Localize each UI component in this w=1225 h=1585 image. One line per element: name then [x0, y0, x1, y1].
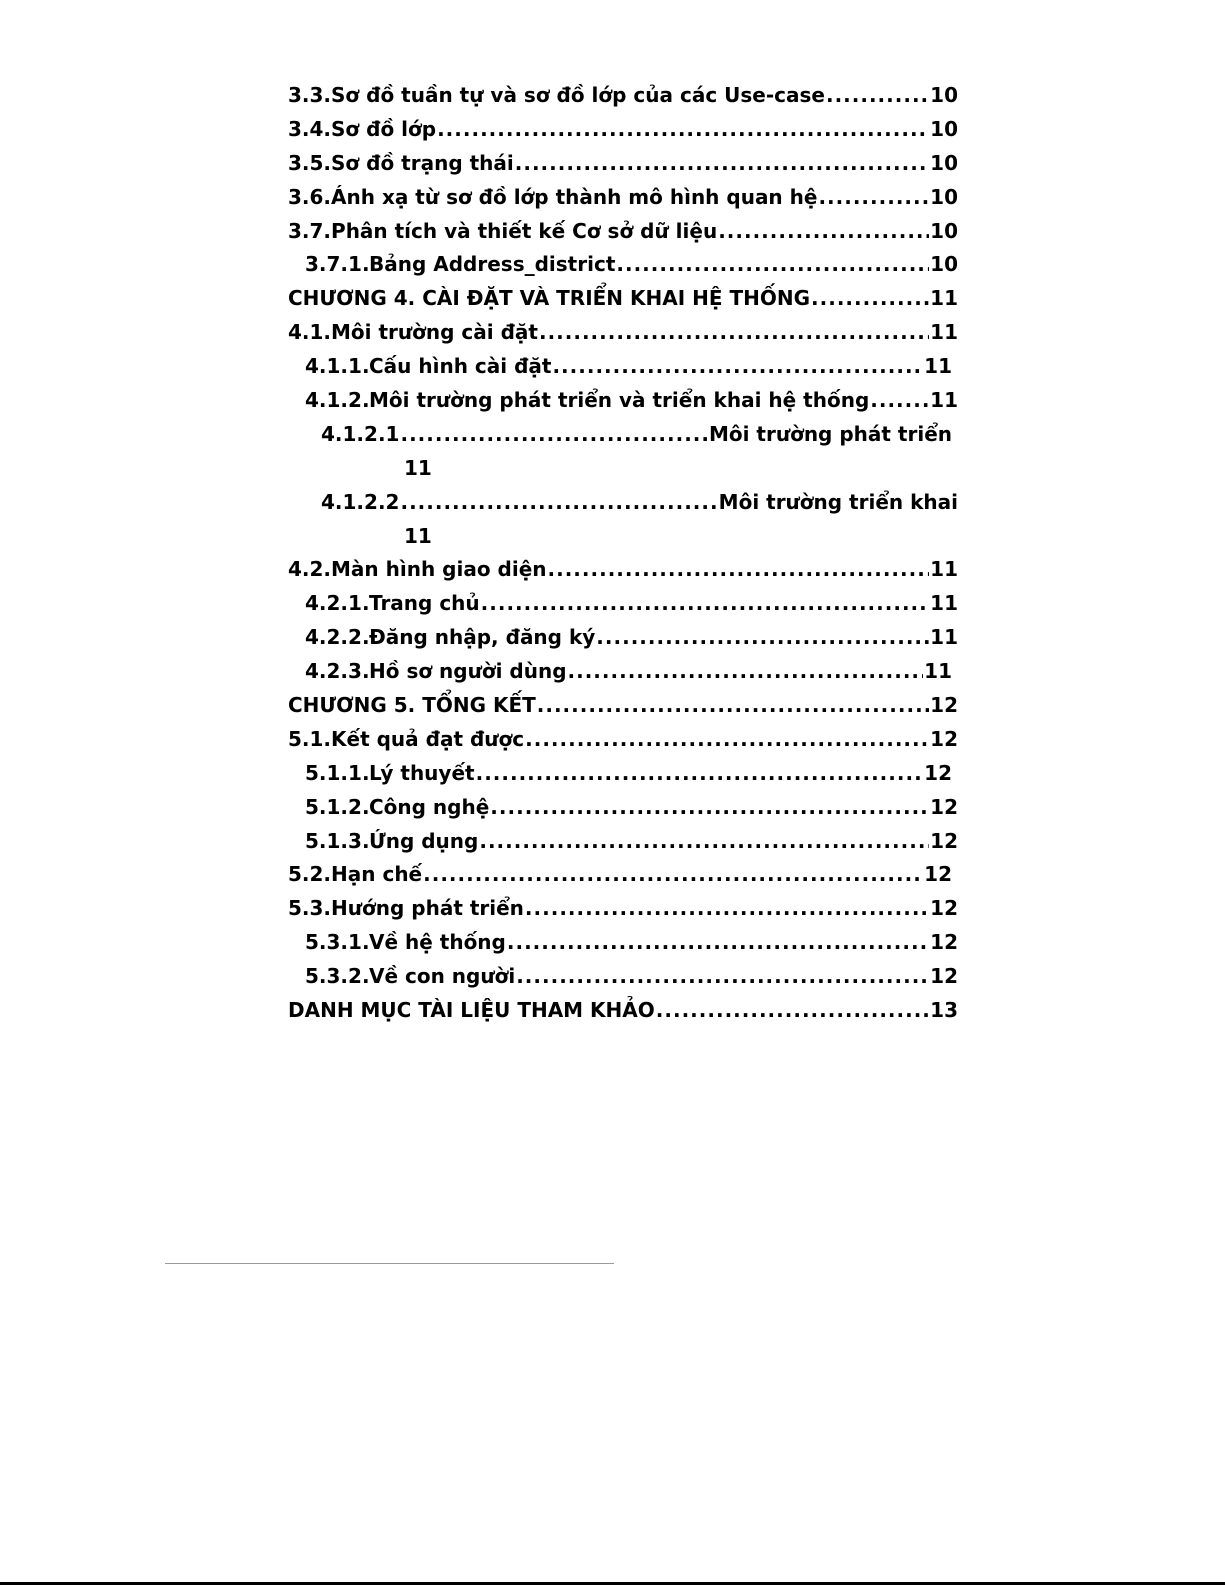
toc-entry-number: 5.3.2.: [305, 964, 370, 989]
dot-leader: [400, 490, 717, 514]
dot-leader: [423, 862, 923, 886]
toc-entry-title: Cấu hình cài đặt: [369, 354, 552, 379]
toc-entry-page: 10: [930, 83, 958, 107]
toc-entry-title: Môi trường cài đặt: [331, 320, 538, 345]
dot-leader: [481, 591, 930, 615]
toc-entry-4-1[interactable]: [288, 320, 958, 354]
toc-entry-page: 11: [404, 455, 432, 480]
toc-entry-title: Hướng phát triển: [331, 896, 524, 921]
dot-leader: [516, 964, 929, 988]
toc-references[interactable]: [288, 998, 958, 1032]
toc-entry-title: Màn hình giao diện: [331, 557, 547, 582]
toc-entry-number: 5.1.: [288, 726, 332, 751]
dot-leader: [437, 117, 929, 141]
toc-entry-5-3[interactable]: [288, 896, 958, 930]
dot-leader: [656, 998, 929, 1022]
toc-entry-5-1-3[interactable]: [288, 829, 958, 863]
toc-entry-page: 12: [924, 760, 952, 785]
toc-entry-page: 11: [924, 354, 952, 379]
table-of-contents: [288, 83, 958, 1032]
dot-leader: [870, 388, 929, 412]
toc-entry-page: 11: [930, 388, 958, 413]
toc-entry-title: Sơ đồ tuần tự và sơ đồ lớp của các Use-case: [331, 83, 825, 107]
toc-entry-4-2-2[interactable]: [288, 625, 958, 659]
dot-leader: [826, 83, 929, 107]
toc-entry-number: 3.6.: [288, 184, 332, 209]
toc-entry-title: Sơ đồ lớp: [331, 116, 437, 141]
toc-entry-page: 12: [930, 794, 958, 819]
toc-entry-number: 4.2.1.: [305, 591, 370, 616]
toc-entry-title: Trang chủ: [369, 591, 480, 616]
toc-entry-5-1[interactable]: [288, 727, 958, 761]
dot-leader: [507, 930, 929, 954]
dot-leader: [568, 659, 924, 683]
toc-entry-3-7-1[interactable]: [288, 252, 958, 286]
toc-entry-title: Môi trường phát triển và triển khai hệ thống: [369, 388, 870, 413]
dot-leader: [548, 557, 930, 581]
toc-entry-3-6[interactable]: [288, 185, 958, 219]
toc-entry-title: Về hệ thống: [369, 930, 506, 955]
toc-entry-page: 11: [404, 523, 432, 548]
toc-entry-page: 12: [930, 930, 958, 955]
toc-entry-5-3-1[interactable]: [288, 930, 958, 964]
toc-entry-page: 12: [930, 726, 958, 751]
toc-entry-number: 5.3.1.: [305, 930, 370, 955]
toc-entry-number: 4.2.2.: [305, 625, 370, 650]
toc-entry-4-1-2-1-page-line: [288, 456, 958, 490]
dot-leader: [818, 185, 929, 209]
toc-entry-page: 10: [930, 252, 958, 277]
dot-leader: [400, 422, 707, 446]
dot-leader: [525, 896, 929, 920]
toc-entry-3-7[interactable]: [288, 219, 958, 253]
toc-entry-title: Hồ sơ người dùng: [369, 659, 567, 684]
toc-entry-title: Sơ đồ trạng thái: [331, 150, 514, 175]
toc-chapter-4[interactable]: [288, 286, 958, 320]
toc-entry-4-2-3[interactable]: [288, 659, 958, 693]
toc-entry-page: 12: [930, 828, 958, 853]
toc-entry-number: 4.1.2.: [305, 388, 370, 413]
toc-entry-title: Công nghệ: [369, 794, 490, 819]
toc-chapter-title: CHƯƠNG 5. TỔNG KẾT: [288, 693, 536, 718]
toc-entry-number: 5.1.3.: [305, 828, 370, 853]
dot-leader: [479, 829, 929, 853]
toc-entry-page: 11: [930, 625, 958, 650]
toc-entry-number: 4.1.1.: [305, 354, 370, 379]
toc-entry-number: 5.1.2.: [305, 794, 370, 819]
toc-entry-page: 11: [930, 320, 958, 345]
toc-entry-3-5[interactable]: [288, 151, 958, 185]
toc-entry-number: 5.2.: [288, 862, 332, 887]
toc-chapter-title: DANH MỤC TÀI LIỆU THAM KHẢO: [288, 998, 655, 1023]
toc-entry-page: 11: [924, 659, 952, 684]
dot-leader: [718, 219, 929, 243]
toc-entry-4-2[interactable]: [288, 557, 958, 591]
toc-entry-3-4[interactable]: [288, 117, 958, 151]
toc-entry-4-1-2-2[interactable]: [288, 490, 958, 524]
dot-leader: [490, 795, 929, 819]
toc-entry-number: 3.7.: [288, 218, 332, 243]
toc-entry-title: Môi trường phát triển: [708, 421, 952, 446]
toc-entry-number: 5.3.: [288, 896, 332, 921]
toc-entry-number: 3.4.: [288, 116, 332, 141]
toc-entry-page: 10: [930, 116, 958, 141]
toc-entry-title: Phân tích và thiết kế Cơ sở dữ liệu: [331, 218, 718, 243]
toc-entry-page: 12: [930, 693, 958, 718]
dot-leader: [515, 151, 929, 175]
toc-entry-page: 10: [930, 150, 958, 175]
toc-entry-4-1-2-1[interactable]: [288, 422, 958, 456]
dot-leader: [537, 693, 929, 717]
toc-entry-number: 3.3.: [288, 83, 332, 107]
toc-entry-page: 10: [930, 218, 958, 243]
toc-entry-page: 12: [930, 964, 958, 989]
toc-entry-4-1-2-2-page-line: [288, 524, 958, 558]
toc-entry-5-1-2[interactable]: [288, 795, 958, 829]
toc-entry-page: 13: [930, 998, 958, 1023]
toc-entry-title: Môi trường triển khai: [718, 489, 958, 514]
toc-entry-page: 11: [930, 557, 958, 582]
toc-entry-5-2[interactable]: [288, 862, 958, 896]
toc-entry-number: 3.5.: [288, 150, 332, 175]
toc-entry-number: 4.1.2.2: [321, 489, 400, 514]
toc-entry-page: 10: [930, 184, 958, 209]
toc-entry-page: 11: [930, 591, 958, 616]
toc-chapter-title: CHƯƠNG 4. CÀI ĐẶT VÀ TRIỂN KHAI HỆ THỐNG: [288, 286, 811, 311]
toc-entry-page: 12: [924, 862, 952, 887]
toc-entry-title: Đăng nhập, đăng ký: [369, 625, 596, 650]
toc-entry-page: 11: [930, 286, 958, 311]
toc-entry-page: 12: [930, 896, 958, 921]
toc-entry-number: 4.1.: [288, 320, 332, 345]
toc-entry-5-1-1[interactable]: [288, 761, 958, 795]
toc-entry-title: Hạn chế: [331, 862, 423, 887]
dot-leader: [552, 354, 923, 378]
dot-leader: [476, 761, 924, 785]
dot-leader: [525, 727, 929, 751]
toc-entry-title: Bảng Address_district: [369, 252, 616, 277]
toc-chapter-5[interactable]: [288, 693, 958, 727]
toc-entry-3-3[interactable]: [288, 83, 958, 117]
dot-leader: [596, 625, 929, 649]
toc-entry-5-3-2[interactable]: [288, 964, 958, 998]
toc-entry-title: Lý thuyết: [369, 760, 475, 785]
dot-leader: [616, 252, 929, 276]
toc-entry-title: Ứng dụng: [369, 828, 479, 853]
toc-entry-title: Kết quả đạt được: [331, 726, 525, 751]
toc-entry-4-2-1[interactable]: [288, 591, 958, 625]
footnote-separator: [165, 1263, 614, 1264]
toc-entry-number: 4.1.2.1: [321, 421, 400, 446]
toc-entry-number: 4.2.3.: [305, 659, 370, 684]
dot-leader: [811, 286, 929, 310]
dot-leader: [539, 320, 929, 344]
toc-entry-title: Ánh xạ từ sơ đồ lớp thành mô hình quan hệ: [331, 184, 818, 209]
toc-entry-number: 5.1.1.: [305, 760, 370, 785]
toc-entry-title: Về con người: [369, 964, 516, 989]
toc-entry-number: 3.7.1.: [305, 252, 370, 277]
toc-entry-4-1-1[interactable]: [288, 354, 958, 388]
toc-entry-number: 4.2.: [288, 557, 332, 582]
toc-entry-4-1-2[interactable]: [288, 388, 958, 422]
